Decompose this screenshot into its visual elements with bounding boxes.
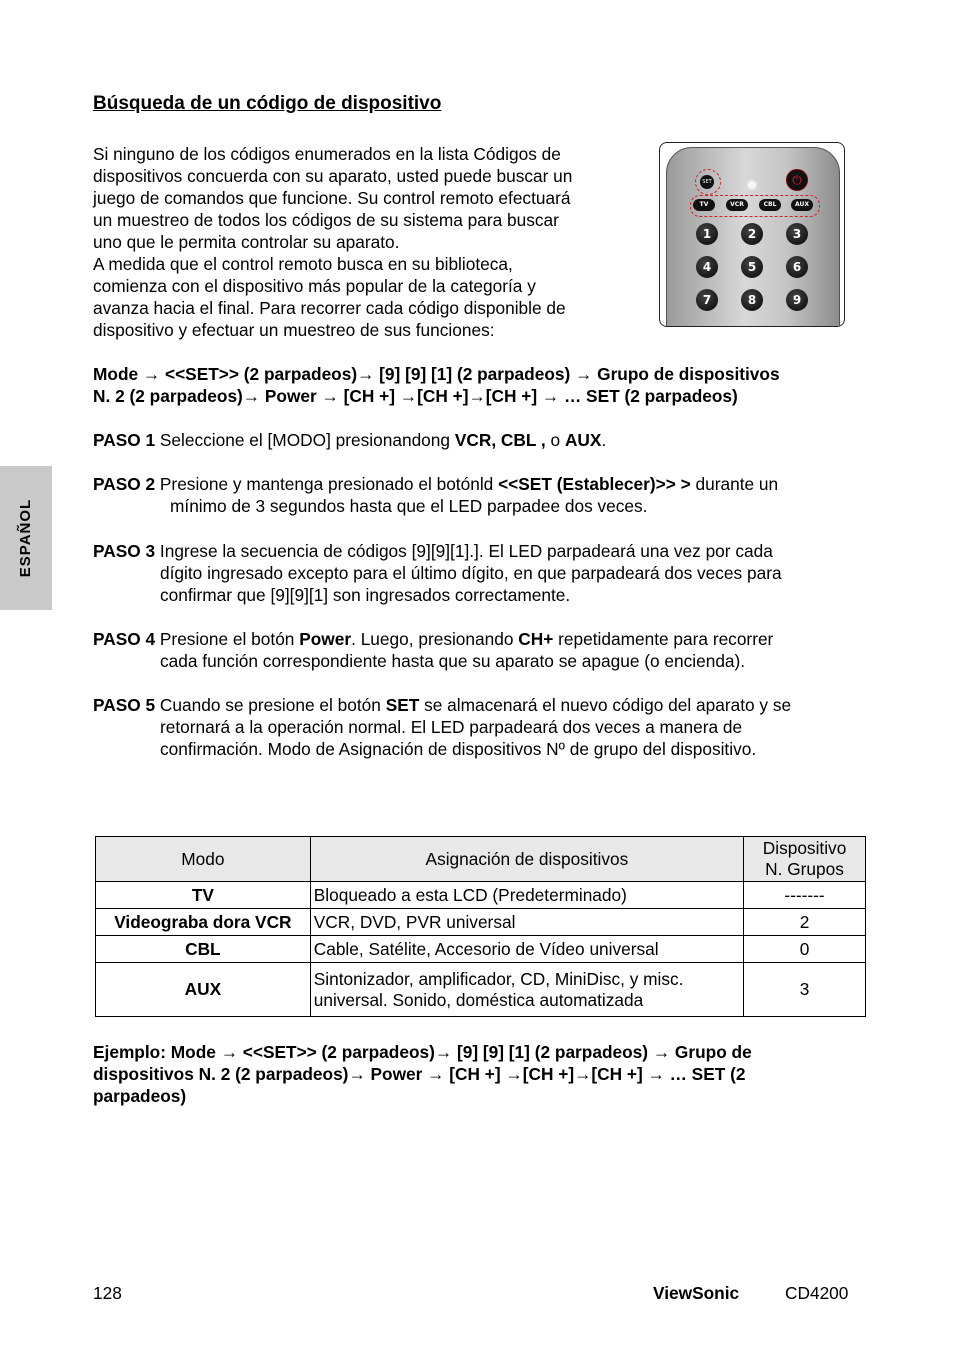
intro-line: un muestreo de todos los códigos de su sistema para buscar bbox=[93, 210, 559, 230]
tv-source-button: TV bbox=[693, 199, 715, 211]
step-continuation: mínimo de 3 segundos hasta que el LED parpadee dos veces. bbox=[170, 496, 648, 516]
page-title: Búsqueda de un código de dispositivo bbox=[93, 93, 442, 114]
step-continuation: retornará a la operación normal. El LED parpadeará dos veces a manera de bbox=[160, 717, 743, 737]
header-asignacion: Asignación de dispositivos bbox=[310, 837, 743, 882]
cell-asignacion: Cable, Satélite, Accesorio de Vídeo universal bbox=[310, 936, 743, 963]
step-text: Cuando se presione el botón bbox=[155, 695, 386, 715]
brand-name: ViewSonic bbox=[653, 1283, 740, 1303]
set-highlight-circle bbox=[695, 169, 721, 195]
step-continuation: confirmar que [9][9][1] son ingresados correctamente. bbox=[160, 585, 571, 605]
cell-grupo: ------- bbox=[744, 882, 866, 909]
number-button: 7 bbox=[696, 289, 718, 311]
example-line: dispositivos N. 2 (2 parpadeos)→ Power → [CH +] →[CH +]→[CH +] → … SET (2 bbox=[93, 1064, 746, 1084]
intro-line: uno que le permita controlar su aparato. bbox=[93, 232, 400, 252]
cbl-source-button: CBL bbox=[759, 199, 781, 211]
example-line: Ejemplo: Mode → <<SET>> (2 parpadeos)→ [9] [9] [1] (2 parpadeos) → Grupo de bbox=[93, 1042, 752, 1062]
number-button: 9 bbox=[786, 289, 808, 311]
cell-modo: CBL bbox=[96, 936, 311, 963]
cell-asignacion: VCR, DVD, PVR universal bbox=[310, 909, 743, 936]
led-indicator bbox=[748, 181, 756, 189]
intro-line: A medida que el control remoto busca en su biblioteca, bbox=[93, 254, 513, 274]
header-modo: Modo bbox=[96, 837, 311, 882]
cell-grupo: 3 bbox=[744, 963, 866, 1017]
step-label: PASO 3 bbox=[93, 541, 156, 561]
step-5 bbox=[93, 694, 873, 760]
power-icon: ⏻ bbox=[786, 169, 808, 191]
intro-line: comienza con el dispositivo más popular de la categoría y bbox=[93, 276, 536, 296]
step-continuation: confirmación. Modo de Asignación de dispositivos Nº de grupo del dispositivo. bbox=[160, 739, 757, 759]
step-text: . bbox=[601, 430, 607, 450]
intro-line: Si ninguno de los códigos enumerados en la lista Códigos de bbox=[93, 144, 561, 164]
intro-line: avanza hacia el final. Para recorrer cada código disponible de bbox=[93, 298, 566, 318]
cell-modo: Videograba dora VCR bbox=[96, 909, 311, 936]
intro-line: dispositivos concuerda con su aparato, usted puede buscar un bbox=[93, 166, 573, 186]
step-label: PASO 1 bbox=[93, 430, 156, 450]
mode-sequence bbox=[93, 363, 873, 407]
set-button-icon: SET bbox=[700, 175, 714, 189]
remote-control-image bbox=[659, 142, 845, 327]
step-bold: CH+ bbox=[518, 629, 554, 649]
number-button: 6 bbox=[786, 256, 808, 278]
number-button: 4 bbox=[696, 256, 718, 278]
table-row bbox=[96, 882, 866, 909]
example-sequence bbox=[93, 1041, 853, 1107]
number-button: 8 bbox=[741, 289, 763, 311]
device-group-table bbox=[95, 836, 866, 1017]
step-text: durante un bbox=[690, 474, 779, 494]
step-bold: AUX bbox=[564, 430, 602, 450]
cell-grupo: 2 bbox=[744, 909, 866, 936]
table-row bbox=[96, 909, 866, 936]
intro-line: dispositivo y efectuar un muestreo de sus funciones: bbox=[93, 320, 495, 340]
table-header-row bbox=[96, 837, 866, 882]
page-number: 128 bbox=[93, 1283, 122, 1303]
step-text: Seleccione el [MODO] presionandong bbox=[155, 430, 455, 450]
cell-modo: AUX bbox=[96, 963, 311, 1017]
language-side-tab bbox=[0, 466, 52, 610]
aux-source-button: AUX bbox=[791, 199, 813, 211]
number-button: 2 bbox=[741, 223, 763, 245]
step-text: . Luego, presionando bbox=[351, 629, 519, 649]
cell-asignacion: Bloqueado a esta LCD (Predeterminado) bbox=[310, 882, 743, 909]
step-text: se almacenará el nuevo código del aparato y se bbox=[419, 695, 792, 715]
language-label: ESPAÑOL bbox=[17, 498, 34, 578]
step-text: Ingrese la secuencia de códigos [9][9][1].]. El LED parpadeará una vez por cada bbox=[155, 541, 773, 561]
number-button: 1 bbox=[696, 223, 718, 245]
mode-sequence-line: Mode → <<SET>> (2 parpadeos)→ [9] [9] [1] (2 parpadeos) → Grupo de dispositivos bbox=[93, 364, 780, 384]
model-name: CD4200 bbox=[785, 1283, 849, 1303]
number-button: 5 bbox=[741, 256, 763, 278]
step-text: Presione el botón bbox=[155, 629, 300, 649]
cell-modo: TV bbox=[96, 882, 311, 909]
step-4 bbox=[93, 628, 873, 672]
step-1 bbox=[93, 429, 873, 451]
mode-sequence-line: N. 2 (2 parpadeos)→ Power → [CH +] →[CH +]→[CH +] → … SET (2 parpadeos) bbox=[93, 386, 738, 406]
cell-grupo: 0 bbox=[744, 936, 866, 963]
table-row bbox=[96, 936, 866, 963]
step-bold: VCR, CBL , bbox=[454, 430, 546, 450]
intro-paragraph bbox=[93, 143, 638, 341]
step-text: repetidamente para recorrer bbox=[553, 629, 774, 649]
header-grupos: Dispositivo N. Grupos bbox=[744, 837, 866, 882]
step-continuation: cada función correspondiente hasta que su aparato se apague (o encienda). bbox=[160, 651, 746, 671]
step-3 bbox=[93, 540, 873, 606]
step-continuation: dígito ingresado excepto para el último dígito, en que parpadeará dos veces para bbox=[160, 563, 782, 583]
example-line: parpadeos) bbox=[93, 1086, 187, 1106]
step-bold: Power bbox=[299, 629, 352, 649]
step-text: o bbox=[545, 430, 565, 450]
table-row bbox=[96, 963, 866, 1017]
step-label: PASO 4 bbox=[93, 629, 156, 649]
cell-asignacion: Sintonizador, amplificador, CD, MiniDisc, y misc. universal. Sonido, doméstica automatizada bbox=[310, 963, 743, 1017]
vcr-source-button: VCR bbox=[726, 199, 748, 211]
step-bold: <<SET (Establecer)>> > bbox=[498, 474, 691, 494]
number-button: 3 bbox=[786, 223, 808, 245]
step-2 bbox=[93, 473, 873, 517]
step-text: Presione y mantenga presionado el botónld bbox=[155, 474, 499, 494]
step-label: PASO 5 bbox=[93, 695, 156, 715]
intro-line: juego de comandos que funcione. Su control remoto efectuará bbox=[93, 188, 571, 208]
step-bold: SET bbox=[385, 695, 420, 715]
step-label: PASO 2 bbox=[93, 474, 156, 494]
